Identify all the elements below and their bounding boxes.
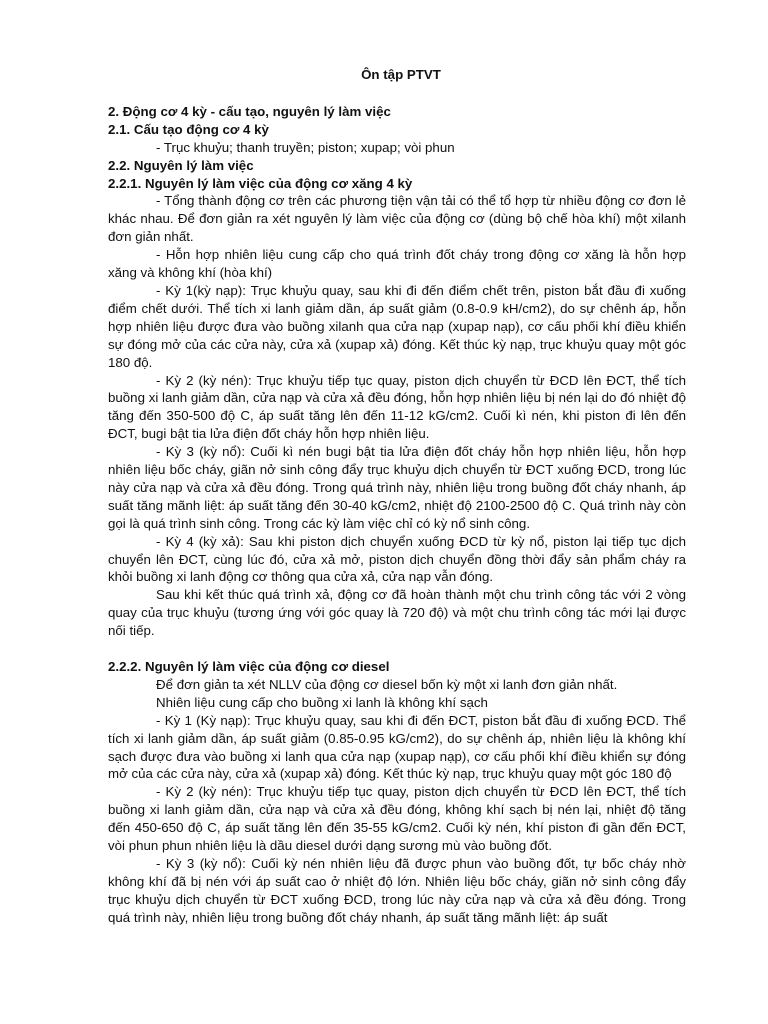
paragraph: - Hỗn hợp nhiên liệu cung cấp cho quá trình đốt cháy trong động cơ xăng là hỗn hợp xăng và không khí (hòa khí) xyxy=(108,247,686,281)
paragraph: - Kỳ 1(kỳ nạp): Trục khuỷu quay, sau khi đi đến điểm chết trên, piston bắt đầu đi xuống điểm chết dưới. Thể tích xi lanh giảm dần, áp suất giảm (0.8-0.9 kH/cm2), do sự chênh áp, hỗn hợp nhiên liệu được đưa vào buồng xilanh qua cửa nạp (xupap nạp), cơ cấu phối khí điều khiển sự đóng mở của các cửa này, cửa xả (xupap xả) đóng. Kết thúc kỳ nạp, trục khuỷu quay một góc 180 độ. xyxy=(108,282,686,370)
heading-2-1: 2.1. Cấu tạo động cơ 4 kỳ xyxy=(108,121,269,137)
heading-2-2: 2.2. Nguyên lý làm việc xyxy=(108,157,254,173)
paragraph: - Trục khuỷu; thanh truyền; piston; xupap; vòi phun xyxy=(156,139,455,155)
paragraph: - Kỳ 3 (kỳ nổ): Cuối kỳ nén nhiên liệu đã được phun vào buồng đốt, tự bốc cháy nhờ không khí đã bị nén với áp suất cao ở nhiệt độ lớn. Nhiên liệu bốc cháy, giãn nở sinh công đẩy trục khuỷu dịch chuyển từ ĐCT xuống ĐCD, trong lúc này cửa nạp và cửa xả đều đóng. Trong quá trình này, nhiên liệu trong buồng đốt cháy nhanh, áp suất tăng mãnh liệt: áp suất xyxy=(108,855,686,925)
document-title: Ôn tập PTVT xyxy=(361,67,441,82)
heading-2: 2. Động cơ 4 kỳ - cấu tạo, nguyên lý làm việc xyxy=(108,103,391,119)
paragraph: - Kỳ 2 (kỳ nén): Trục khuỷu tiếp tục quay, piston dịch chuyển từ ĐCD lên ĐCT, thể tích buồng xi lanh giảm dần, cửa nạp và cửa xả đều đóng, không khí sạch bị nén lại, nhiệt độ tăng đến 450-650 độ C, áp suất tăng lên đến 35-55 kG/cm2. Cuối kỳ nén, khí piston đi gần đến ĐCT, vòi phun phun nhiên liệu là dầu diesel dưới dạng sương mù vào buồng đốt. xyxy=(108,784,686,854)
paragraph: - Kỳ 4 (kỳ xả): Sau khi piston dịch chuyển xuống ĐCD từ kỳ nổ, piston lại tiếp tục dịch chuyển lên ĐCT, cùng lúc đó, cửa xả mở, piston dịch chuyển đồng thời đẩy sản phẩm cháy ra khỏi buồng xi lanh động cơ thông qua cửa xả, cửa nạp vẫn đóng. xyxy=(108,533,686,585)
paragraph: Sau khi kết thúc quá trình xả, động cơ đã hoàn thành một chu trình công tác với 2 vòng quay của trục khuỷu (tương ứng với góc quay là 720 độ) và một chu trình công tác mới lại được nối tiếp. xyxy=(108,587,686,639)
document-body xyxy=(108,66,686,927)
paragraph: - Kỳ 3 (kỳ nổ): Cuối kì nén bugi bật tia lửa điện đốt cháy hỗn hợp nhiên liệu, hỗn hợp nhiên liệu bốc cháy, giãn nở sinh công đẩy trục khuỷu dịch chuyển từ ĐCT xuống ĐCD, trong lúc này cửa nạp và cửa xả đều đóng. Trong quá trình này, nhiên liệu trong buồng đốt cháy nhanh, áp suất tăng mãnh liệt: áp suất tăng đến 30-40 kG/cm2, nhiệt độ 2100-2500 độ C. Quá trình này còn gọi là quá trình sinh công. Trong các kỳ làm việc chỉ có kỳ nổ sinh công. xyxy=(108,444,686,531)
paragraph: - Tổng thành động cơ trên các phương tiện vận tải có thể tổ hợp từ nhiều động cơ đơn lẻ khác nhau. Để đơn giản ra xét nguyên lý làm việc của động cơ (dùng bộ chế hòa khí) một xilanh đơn giản nhất. xyxy=(108,193,686,245)
heading-2-2-2: 2.2.2. Nguyên lý làm việc của động cơ diesel xyxy=(108,658,390,674)
paragraph: Để đơn giản ta xét NLLV của động cơ diesel bốn kỳ một xi lanh đơn giản nhất. xyxy=(156,676,618,692)
paragraph: - Kỳ 2 (kỳ nén): Trục khuỷu tiếp tục quay, piston dịch chuyển từ ĐCD lên ĐCT, thể tích buồng xi lanh giảm dần, cửa nạp và cửa xả đều đóng, hỗn hợp nhiên liệu bị nén lại do đó nhiệt độ tăng đến 350-500 độ C, áp suất tăng lên đến 11-12 kG/cm2. Cuối kì nén, khi piston đi lên đến ĐCT, bugi bật tia lửa điện đốt cháy hỗn hợp nhiên liệu. xyxy=(108,372,686,442)
heading-2-2-1: 2.2.1. Nguyên lý làm việc của động cơ xăng 4 kỳ xyxy=(108,175,413,191)
paragraph: - Kỳ 1 (Kỳ nạp): Trục khuỷu quay, sau khi đi đến ĐCT, piston bắt đầu đi xuống ĐCD. Thể tích xi lanh giảm dần, áp suất giảm (0.85-0.95 kG/cm2), do sự chênh áp, nhiên liệu là không khí sạch được đưa vào buồng xi lanh qua cửa nạp (xupap nạp), cơ cấu phối khí điều khiển sự đóng mở của các cửa này, cửa xả (xupap xả) đóng. Kết thúc kỳ nạp, trục khuỷu quay một góc 180 độ xyxy=(108,712,686,782)
spacer xyxy=(108,640,686,658)
paragraph: Nhiên liệu cung cấp cho buồng xi lanh là không khí sạch xyxy=(156,694,488,710)
